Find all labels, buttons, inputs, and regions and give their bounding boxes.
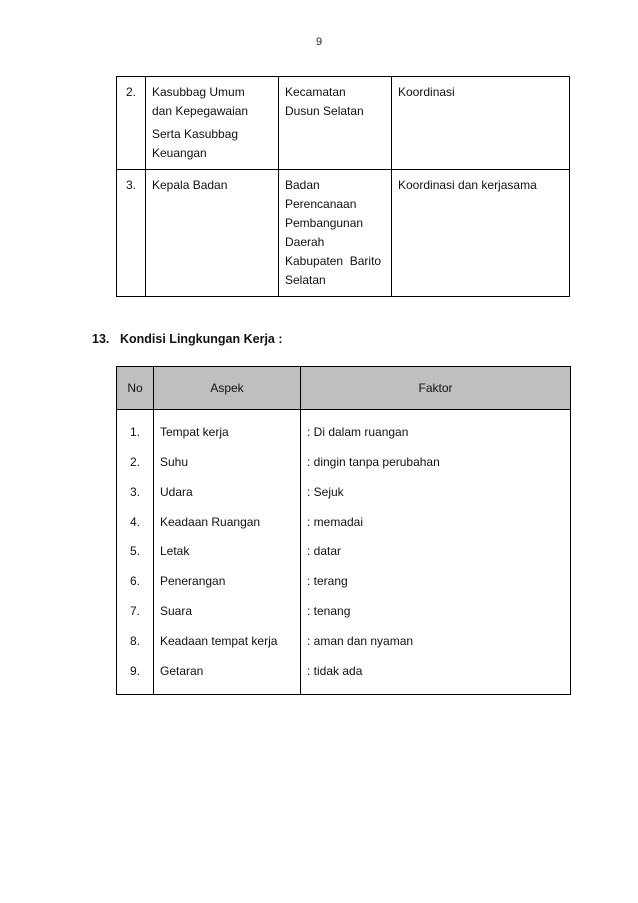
table-row (117, 483, 571, 513)
row-number: 1. (117, 410, 154, 454)
table-row (117, 542, 571, 572)
row-number: 2. (117, 77, 146, 170)
table-row (117, 77, 570, 170)
row-number: 6. (117, 572, 154, 602)
faktor-cell: : terang (301, 572, 571, 602)
aspek-cell: Keadaan Ruangan (154, 513, 301, 543)
table-row (117, 572, 571, 602)
faktor-cell: : aman dan nyaman (301, 632, 571, 662)
faktor-cell: : Di dalam ruangan (301, 410, 571, 454)
counterpart-line: Daerah (285, 235, 325, 249)
aspek-cell: Suhu (154, 453, 301, 483)
counterpart-line: Pembangunan (285, 216, 364, 230)
work-environment-table (116, 366, 571, 695)
relation-cell: Koordinasi dan kerjasama (392, 170, 570, 297)
row-number: 9. (117, 662, 154, 695)
section-heading (92, 332, 283, 346)
relation-cell: Koordinasi (392, 77, 570, 170)
row-number: 7. (117, 602, 154, 632)
table-row (117, 632, 571, 662)
section-number: 13. (92, 332, 110, 346)
row-number: 4. (117, 513, 154, 543)
faktor-cell: : tenang (301, 602, 571, 632)
table-row (117, 170, 570, 297)
row-number: 5. (117, 542, 154, 572)
counterpart-line: Perencanaan (285, 197, 357, 211)
aspek-cell: Tempat kerja (154, 410, 301, 454)
unit-line: dan Kepegawaian (152, 104, 249, 118)
counterpart-cell (279, 170, 392, 297)
page-number: 9 (315, 36, 323, 48)
faktor-cell: : tidak ada (301, 662, 571, 695)
header-aspek: Aspek (154, 367, 301, 410)
unit-line: Kepala Badan (152, 178, 228, 192)
table-row (117, 453, 571, 483)
table-row (117, 513, 571, 543)
unit-cell (146, 77, 279, 170)
table-header-row (117, 367, 571, 410)
header-no: No (117, 367, 154, 410)
counterpart-line: Selatan (285, 273, 326, 287)
row-number: 8. (117, 632, 154, 662)
table-row (117, 602, 571, 632)
row-number: 3. (117, 170, 146, 297)
counterpart-cell (279, 77, 392, 170)
aspek-cell: Getaran (154, 662, 301, 695)
aspek-cell: Keadaan tempat kerja (154, 632, 301, 662)
unit-line: Kasubbag Umum (152, 85, 245, 99)
row-number: 3. (117, 483, 154, 513)
aspek-cell: Suara (154, 602, 301, 632)
unit-line: Serta Kasubbag (152, 127, 239, 141)
unit-line: Keuangan (152, 146, 207, 160)
work-relations-table (116, 76, 570, 297)
row-number: 2. (117, 453, 154, 483)
aspek-cell: Penerangan (154, 572, 301, 602)
faktor-cell: : memadai (301, 513, 571, 543)
section-title: Kondisi Lingkungan Kerja : (120, 332, 283, 346)
header-faktor: Faktor (301, 367, 571, 410)
aspek-cell: Udara (154, 483, 301, 513)
table-row (117, 662, 571, 695)
faktor-cell: : dingin tanpa perubahan (301, 453, 571, 483)
counterpart-line: Kecamatan (285, 85, 346, 99)
unit-cell (146, 170, 279, 297)
faktor-cell: : datar (301, 542, 571, 572)
counterpart-line: Kabupaten Barito (285, 254, 382, 268)
aspek-cell: Letak (154, 542, 301, 572)
counterpart-line: Badan (285, 178, 320, 192)
table-row (117, 410, 571, 454)
counterpart-line: Dusun Selatan (285, 104, 364, 118)
faktor-cell: : Sejuk (301, 483, 571, 513)
